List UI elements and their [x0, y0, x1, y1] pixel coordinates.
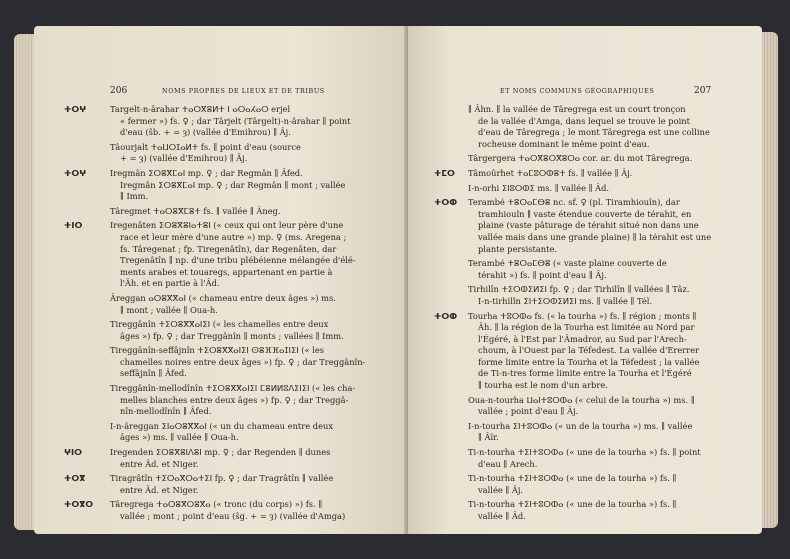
entry-line: rocheuse dominant le même point d'eau. [478, 138, 650, 149]
entry-line: nîn-mellodînîn ∥ Âfed. [120, 406, 212, 417]
dictionary-entry [110, 142, 390, 165]
entry-line: « fermer ») fs. ♀ ; dar Târjelt (Târgelt)-n-ârahar ∥ point [120, 115, 351, 126]
entry-line: plaine (vaste pâturage de térahit situé non dans une [478, 220, 699, 231]
tifinagh-root: ⵖⵏⵔ [64, 447, 83, 458]
left-page [34, 26, 408, 534]
dictionary-entry [468, 104, 730, 150]
entry-line: Ti-n-tourha ⵜⵉⵏⵜⵓⵔⵀⴰ (« une de la tourha ») fs. ∥ [468, 499, 677, 510]
left-entries [64, 104, 390, 526]
dictionary-entry [64, 104, 390, 139]
dictionary-entry [468, 421, 730, 444]
entry-line: d'eau (ŝb. + = ȝ) (vallée d'Emihrou) ∥ Âj. [120, 127, 291, 138]
entry-line: Iregmân ⵉⵔⴻⴳⵎⴰⵏ mp. ♀ ; dar Regmân ∥ Âfed. [110, 167, 303, 178]
dictionary-entry [468, 153, 730, 165]
page-number-right: 207 [694, 86, 712, 96]
entry-line: ments arabes et touaregs, appartenant en partie à [120, 266, 333, 277]
dictionary-entry [110, 345, 390, 380]
page-number-left: 206 [110, 86, 128, 96]
entry-line: ∥ tourha est le nom d'un arbre. [478, 380, 608, 391]
entry-line: Târegrega ⵜⴰⵔⴻⴳⵔⴻⴳⴰ (« tronc (du corps) ») fs. ∥ [110, 499, 323, 510]
entry-line: Târegmet ⵜⴰⵔⴻⴳⵎⴻⵜ fs. ∥ vallée ∥ Âneg. [110, 205, 281, 216]
entry-line: I-n-tirhilîn ⵉⵏⵜⵉⵔⵀⵉⵍⵉⵏ ms. ∥ vallée ∥ Tél. [478, 295, 653, 306]
entry-line: Terambé ⵜⴻⵔⴰⵎⴱⴻ (« vaste plaine couverte de [468, 258, 667, 269]
dictionary-entry [110, 319, 390, 342]
entry-line: entre Âd. et Niger. [120, 484, 199, 495]
entry-line: de Ti-n-tres forme limite entre la Tourha et l'Égéré [478, 368, 692, 379]
entry-line: Âh. ∥ la région de la Tourha est limitée au Nord par [478, 322, 695, 333]
entry-line: vallée ∥ Âj. [478, 484, 524, 495]
entry-line: Terambé ⵜⴻⵔⴰⵎⴱⴻ nc. sf. ♀ (pl. Tiramhiouîn), dar [468, 197, 680, 208]
entry-line: l'Âh. et en partie à l'Âd. [120, 278, 220, 289]
entry-line: de la vallée d'Amga, dans lequel se trouve le point [478, 115, 690, 126]
entry-line: + = ȝ) (vallée d'Emihrou) ∥ Âj. [120, 153, 248, 164]
entry-line: d'eau ∥ Arech. [478, 458, 538, 469]
running-head-left: NOMS PROPRES DE LIEUX ET DE TRIBUS [162, 87, 325, 95]
entry-line: race et leur mère d'une autre ») mp. ♀ (ms. Aregena ; [120, 231, 347, 242]
entry-line: ∥ mont ; vallée ∥ Oua-h. [120, 304, 218, 315]
dictionary-entry [468, 473, 730, 496]
entry-line: Âreggan ⴰⵔⴻⴳⴳⴰⵏ (« chameau entre deux âges ») ms. [110, 292, 336, 303]
dictionary-entry [64, 473, 390, 496]
entry-line: vallée ; mont ; point d'eau (ŝg. + = ȝ) (vallée d'Amga) [120, 511, 346, 521]
entry-line: Tireggânîn ⵜⵉⵔⴻⴳⴳⴰⵏⵉⵏ (« les chamelles entre deux [110, 319, 329, 330]
dictionary-entry [64, 499, 390, 522]
entry-line: tramhiouîn ∥ vaste étendue couverte de térahit, en [478, 208, 692, 219]
entry-line: vallée ; point d'eau ∥ Âj. [478, 406, 579, 417]
dictionary-entry [110, 206, 390, 218]
tifinagh-root: ⵜⵏⵔ [64, 220, 83, 231]
entry-line: plante persistante. [478, 243, 557, 254]
entry-line: I-n-tourha ⵉⵏⵜⵓⵔⵀⴰ (« un de la tourha ») ms. ∥ vallée [468, 420, 693, 431]
entry-line: vallée mais dans une grande plaine) ∥ la térahit est une [478, 231, 712, 242]
entry-line: Ti-n-tourha ⵜⵉⵏⵜⵓⵔⵀⴰ (« une de la tourha ») fs. ∥ point [468, 447, 701, 458]
entry-line: Ti-n-tourha ⵜⵉⵏⵜⵓⵔⵀⴰ (« une de la tourha ») fs. ∥ [468, 473, 677, 484]
tifinagh-root: ⵜⵎⵔ [434, 167, 455, 178]
dictionary-entry [64, 167, 390, 203]
dictionary-entry [64, 220, 390, 290]
entry-line: Tireggânîn-seffâjnîn ⵜⵉⵔⴻⴳⴳⴰⵏⵉⵏ ⵙⴻⴼⴼⴰⵊⵏⵉⵏ (« les [110, 345, 325, 356]
entry-line: Tâourjalt ⵜⴰⵡⵔⵊⴰⵍⵜ fs. ∥ point d'eau (source [110, 141, 301, 152]
entry-line: Iregenâten ⵉⵔⴻⴳⴻⵏⴰⵜⴻⵏ (« ceux qui ont leur père d'une [110, 220, 344, 231]
entry-line: ∥ Âïr. [478, 432, 499, 443]
dictionary-entry [468, 284, 730, 307]
entry-line: I-n-orhi ⵉⵏⵓⵔⵀⵉ ms. ∥ vallée ∥ Âd. [468, 182, 610, 193]
tifinagh-root: ⵜⵔⵖ [64, 104, 87, 114]
entry-line: fs. Târegenat ; fp. Tiregenâtîn), dar Regenâten, dar [120, 243, 337, 254]
dictionary-entry [468, 499, 730, 522]
tifinagh-root: ⵜⵔⵀ [434, 310, 458, 321]
entry-line: ∥ Âhn. ∥ la vallée de Târegrega est un court tronçon [468, 104, 686, 114]
dictionary-entry [468, 258, 730, 281]
entry-line: choum, à l'Ouest par la Téfedest. La vallée d'Ererrer [478, 345, 700, 356]
entry-line: âges ») ms. ∥ vallée ∥ Oua-h. [120, 432, 239, 443]
entry-line: ∥ Imm. [120, 191, 149, 202]
dictionary-entry [468, 447, 730, 470]
entry-line: d'eau de Târegrega ; le mont Târegrega est une colline [478, 127, 710, 138]
tifinagh-root: ⵜⵔⵀ [434, 197, 458, 208]
dictionary-entry [468, 395, 730, 418]
entry-line: Oua-n-tourha ⵡⴰⵏⵜⵓⵔⵀⴰ (« celui de la tourha ») ms. ∥ [468, 394, 695, 405]
entry-line: l'Égéré, à l'Est par l'Âmadror, au Sud par l'Arech- [478, 333, 687, 344]
entry-line: térahit ») fs. ∥ point d'eau ∥ Âj. [478, 269, 607, 280]
entry-line: I-n-âreggan ⵉⵏⴰⵔⴻⴳⴳⴰⵏ (« un du chameau entre deux [110, 420, 334, 431]
entry-line: Tireggânîn-mellodînîn ⵜⵉⵔⴻⴳⴳⴰⵏⵉⵏ ⵎⴻⵍⵍⵓⴷⵉⵏⵉⵏ (« les cha- [110, 383, 356, 394]
tifinagh-root: ⵜⵔⵖ [64, 167, 87, 178]
dictionary-entry [64, 447, 390, 470]
entry-line: Tirhilîn ⵜⵉⵔⵀⵉⵍⵉⵏ fp. ♀ ; dar Tirhilîn ∥ vallées ∥ Tâz. [468, 284, 690, 295]
entry-line: entre Âd. et Niger. [120, 458, 199, 469]
entry-line: vallée ∥ Âd. [478, 511, 526, 521]
right-entries [434, 104, 730, 526]
dictionary-entry [110, 421, 390, 444]
tifinagh-root: ⵜⵔⴳⵔ [64, 499, 94, 510]
running-head-right: ET NOMS COMMUNS GÉOGRAPHIQUES [500, 87, 655, 95]
entry-line: melles blanches entre deux âges ») fp. ♀ ; dar Treggâ- [120, 394, 349, 405]
entry-line: Târgergera ⵜⴰⵔⴳⴻⵔⴳⴻⵔⴰ cor. ar. du mot Târegrega. [468, 153, 693, 164]
dictionary-entry [110, 383, 390, 418]
dictionary-entry [434, 167, 730, 180]
entry-line: Tâmoûrhet ⵜⴰⵎⵓⵔⵀⴻⵜ fs. ∥ vallée ∥ Âj. [468, 167, 633, 178]
entry-line: âges ») fp. ♀ ; dar Treggânîn ∥ monts ; vallées ∥ Imm. [120, 330, 344, 341]
dictionary-entry [434, 310, 730, 392]
entry-line: Tregenâtîn ∥ np. d'une tribu plébéienne mélangée d'élé- [120, 255, 356, 266]
tifinagh-root: ⵜⵔⴳ [64, 473, 86, 484]
entry-line: Iregmân ⵉⵔⴻⴳⵎⴰⵏ mp. ♀ ; dar Regmân ∥ mont ; vallée [120, 179, 346, 190]
dictionary-entry [468, 183, 730, 195]
entry-line: forme limite entre la Tourha et la Téfedest ; la vallée [478, 356, 700, 367]
entry-line: chamelles noires entre deux âges ») fp. ♀ ; dar Treggânîn- [120, 356, 366, 367]
open-book [14, 26, 778, 534]
entry-line: Iregenden ⵉⵔⴻⴳⴻⵏⴷⴻⵏ mp. ♀ ; dar Regenden ∥ dunes [110, 447, 331, 458]
entry-line: Targelt-n-ârahar ⵜⴰⵔⴳⴻⵍⵜ ⵏ ⴰⵔⴰⵃⴰⵔ erjel [110, 104, 291, 114]
entry-line: Tourha ⵜⵓⵔⵀⴰ fs. (« la tourha ») fs. ∥ région ; monts ∥ [468, 310, 697, 321]
entry-line: seffâjnîn ∥ Âfed. [120, 368, 187, 379]
entry-line: Tiragrâtîn ⵜⵉⵔⴰⴳⵔⴰⵜⵉⵏ fp. ♀ ; dar Tragrâtîn ∥ vallée [110, 473, 334, 484]
right-page [408, 26, 762, 534]
dictionary-entry [434, 197, 730, 255]
dictionary-entry [110, 293, 390, 316]
